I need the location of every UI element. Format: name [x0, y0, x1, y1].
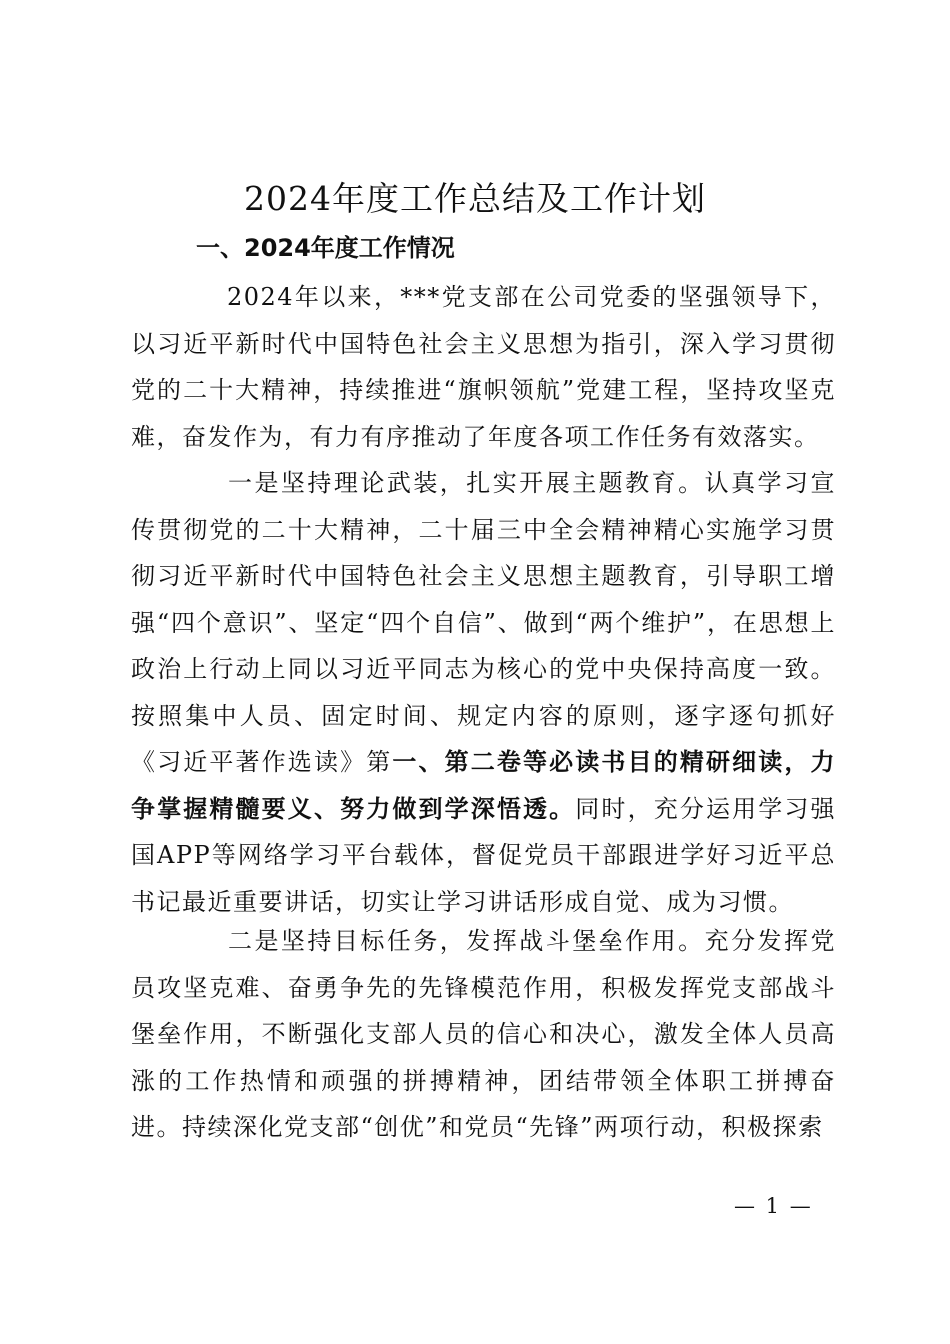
paragraph-intro	[131, 274, 836, 460]
document-title: 2024年度工作总结及工作计划	[244, 179, 706, 218]
paragraph-intro-text: 2024年以来，***党支部在公司党委的坚强领导下，以习近平新时代中国特色社会主义思想为指引，深入学习贯彻党的二十大精神，持续推进“旗帜领航”党建工程，坚持攻坚克难，奋发作为，有力有序推动了年度各项工作任务有效落实。	[131, 283, 836, 451]
paragraph-theory	[131, 460, 836, 925]
paragraph-theory-text: 一是坚持理论武装，扎实开展主题教育。认真学习宣传贯彻党的二十大精神，二十届三中全会精神精心实施学习贯彻习近平新时代中国特色社会主义思想主题教育，引导职工增强“四个意识”、坚定“四个自信”、做到“两个维护”，在思想上政治上行动上同以习近平同志为核心的党中央保持高度一致。按照集中人员、固定时间、规定内容的原则，逐字逐句抓好《习近平著作选读》第	[131, 469, 836, 776]
paragraph-theory-bold-text: 一、第二卷等必读书目的精研细读，力争掌握精髓要义、努力做到学深悟透。	[131, 748, 837, 823]
paragraph-theory-text-continued: 同时，充分运用学习强国APP等网络学习平台载体，督促党员干部跟进学好习近平总书记最近重要讲话，切实让学习讲话形成自觉、成为习惯。	[131, 794, 837, 916]
page-number: — 1 —	[734, 1194, 813, 1218]
paragraph-targets	[131, 918, 836, 1151]
paragraph-targets-text: 二是坚持目标任务，发挥战斗堡垒作用。充分发挥党员攻坚克难、奋勇争先的先锋模范作用，积极发挥党支部战斗堡垒作用，不断强化支部人员的信心和决心，激发全体人员高涨的工作热情和顽强的拼搏精神，团结带领全体职工拼搏奋进。持续深化党支部“创优”和党员“先锋”两项行动，积极探索	[131, 927, 836, 1141]
section-heading: 一、2024年度工作情况	[196, 234, 455, 262]
